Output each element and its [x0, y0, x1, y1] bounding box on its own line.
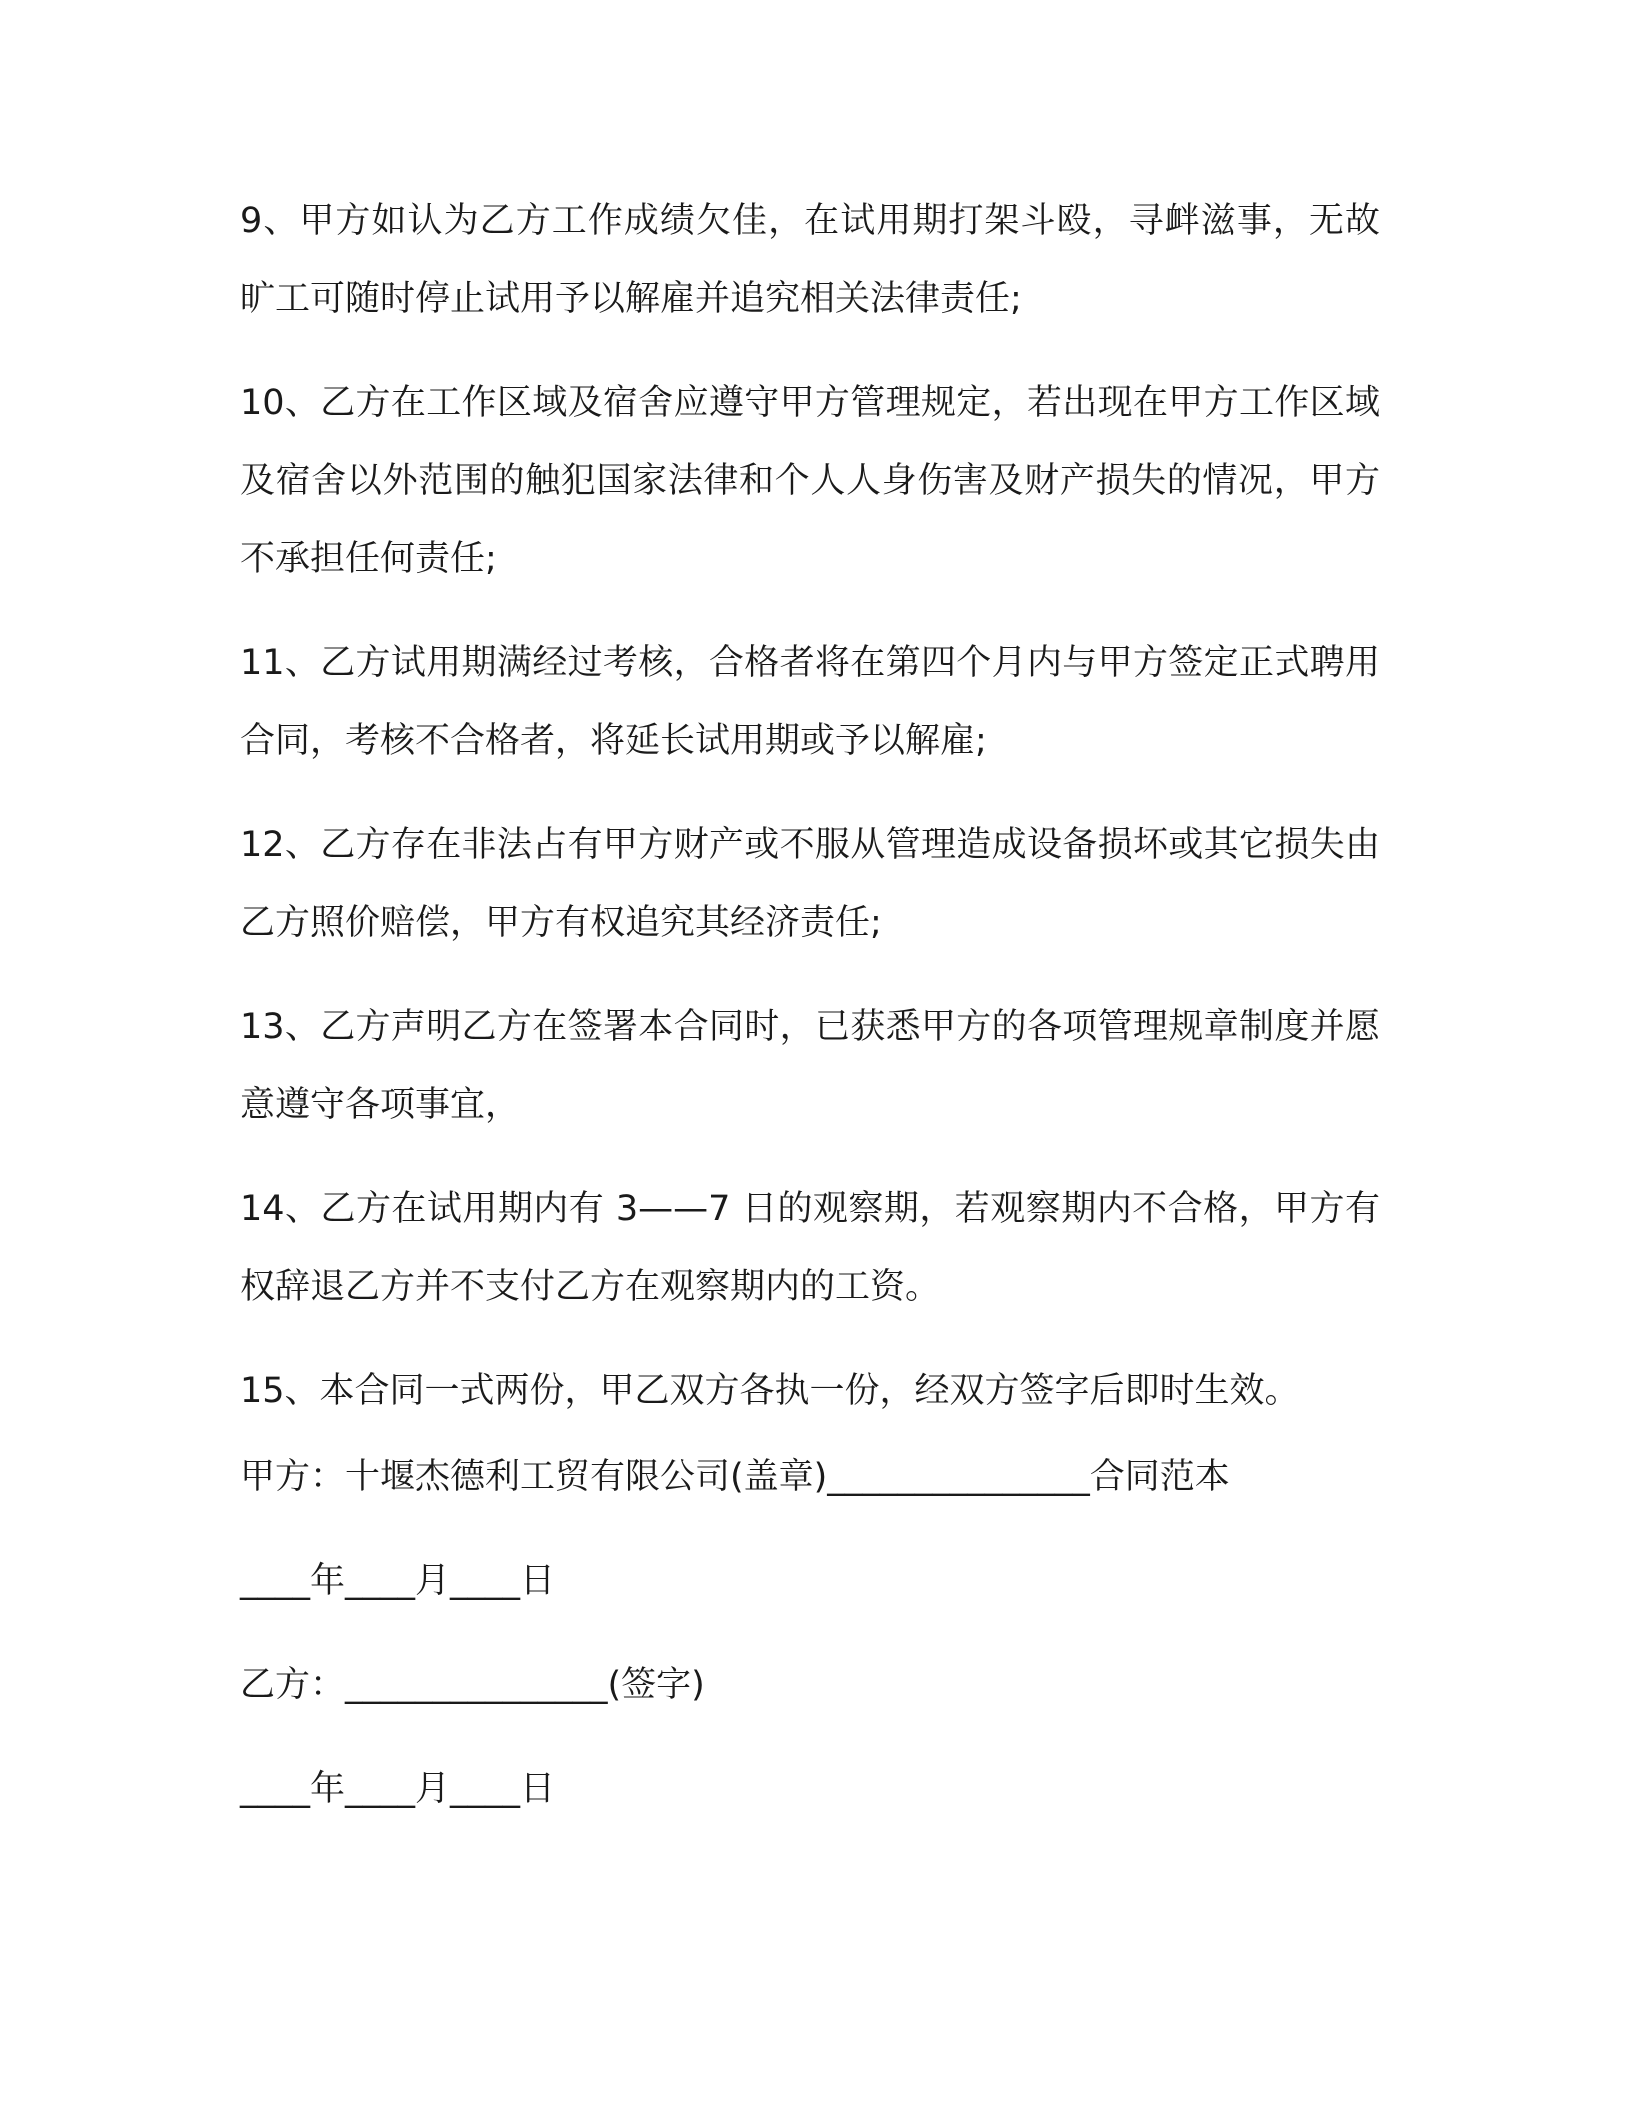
clause-15: 15、本合同一式两份，甲乙双方各执一份，经双方签字后即时生效。 — [240, 1371, 1300, 1411]
clause-10: 10、乙方在工作区域及宿舍应遵守甲方管理规定，若出现在甲方工作区域及宿舍以外范围的触犯国家法律和个人人身伤害及财产损失的情况，甲方不承担任何责任; — [240, 383, 1380, 579]
party-b-date-line — [240, 1764, 1380, 1814]
clause-13: 13、乙方声明乙方在签署本合同时，已获悉甲方的各项管理规章制度并愿意遵守各项事宜， — [240, 1007, 1380, 1125]
contract-clauses — [240, 182, 1380, 1456]
clause-9: 9、甲方如认为乙方工作成绩欠佳，在试用期打架斗殴，寻衅滋事，无故旷工可随时停止试用予以解雇并追究相关法律责任; — [240, 201, 1380, 319]
clause-12: 12、乙方存在非法占有甲方财产或不服从管理造成设备损坏或其它损失由乙方照价赔偿，甲方有权追究其经济责任; — [240, 825, 1380, 943]
party-b-date: ____年____月____日 — [240, 1769, 556, 1809]
party-b-label: 乙方：_______________(签字) — [240, 1665, 705, 1705]
party-b-signature-line — [240, 1660, 1380, 1710]
party-a-date: ____年____月____日 — [240, 1561, 556, 1601]
party-a-signature-line — [240, 1452, 1380, 1502]
clause-11: 11、乙方试用期满经过考核，合格者将在第四个月内与甲方签定正式聘用合同，考核不合格者，将延长试用期或予以解雇; — [240, 643, 1380, 761]
party-a-label: 甲方：十堰杰德利工贸有限公司(盖章)_______________合同范本 — [240, 1457, 1230, 1497]
clause-14: 14、乙方在试用期内有 3——7 日的观察期，若观察期内不合格，甲方有权辞退乙方并不支付乙方在观察期内的工资。 — [240, 1189, 1380, 1307]
party-a-date-line — [240, 1556, 1380, 1606]
